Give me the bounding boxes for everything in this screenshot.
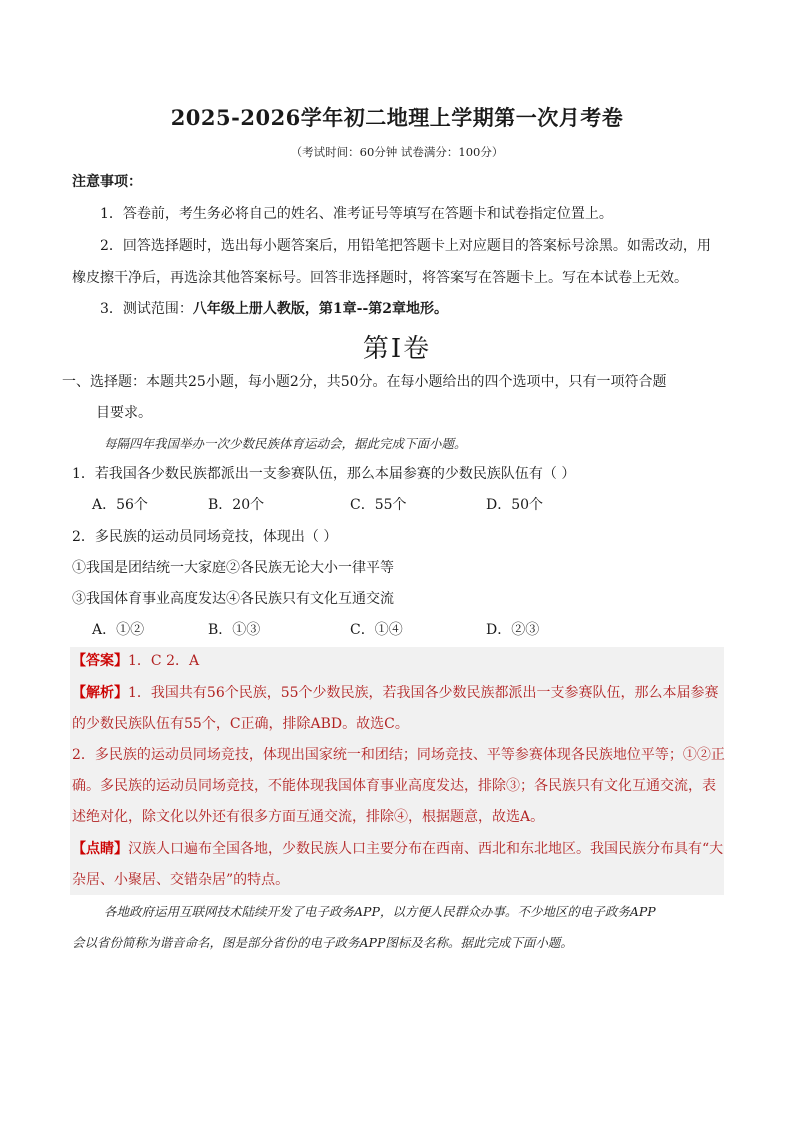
tip-text-line2: 杂居、小聚居、交错杂居”的特点。 — [72, 872, 290, 888]
group2-intro-line1: 各地政府运用互联网技术陆续开发了电子政务APP，以方便人民群众办事。不少地区的电子政务APP — [104, 904, 656, 919]
q2-statement-1: ①我国是团结统一大家庭②各民族无论大小一律平等 — [72, 560, 394, 576]
section1-line2: 目要求。 — [96, 405, 152, 421]
analysis-q1-line2: 的少数民族队伍有55个，C正确，排除ABD。故选C。 — [72, 716, 409, 732]
q2-option-c: C．①④ — [350, 622, 403, 638]
group2-intro-line2: 会以省份简称为谐音命名，图是部分省份的电子政务APP图标及名称。据此完成下面小题。 — [72, 935, 573, 950]
analysis-q2-line2: 确。多民族的运动员同场竞技，不能体现我国体育事业高度发达，排除③；各民族只有文化互通交流，表 — [72, 778, 716, 794]
q1-option-b: B．20个 — [208, 497, 265, 513]
analysis-line1 — [72, 683, 719, 703]
notes-heading: 注意事项： — [72, 174, 142, 190]
notes-item-2-line2: 橡皮擦干净后，再选涂其他答案标号。回答非选择题时，将答案写在答题卡上。写在本试卷上无效。 — [72, 270, 688, 286]
analysis-tag: 【解析】 — [72, 685, 128, 701]
tip-line1 — [72, 839, 723, 859]
notes-item-2-line1: 2．回答选择题时，选出每小题答案后，用铅笔把答题卡上对应题目的答案标号涂黑。如需改动，用 — [100, 238, 711, 254]
tip-text-line1: 汉族人口遍布全国各地，少数民族人口主要分布在西南、西北和东北地区。我国民族分布具有“大 — [128, 841, 724, 857]
q1-option-c: C．55个 — [350, 497, 407, 513]
q2-option-b: B．①③ — [208, 622, 261, 638]
notes-item-3-prefix: 3．测试范围： — [100, 301, 193, 317]
analysis-q2-line3: 述绝对化，除文化以外还有很多方面互通交流，排除④，根据题意，故选A。 — [72, 809, 545, 825]
exam-info: （考试时间：60分钟 试卷满分：100分） — [290, 145, 504, 159]
q2-option-d: D．②③ — [486, 622, 540, 638]
q2-option-a: A．①② — [92, 622, 145, 638]
group1-intro: 每隔四年我国举办一次少数民族体育运动会，据此完成下面小题。 — [104, 436, 467, 451]
volume-heading: 第Ⅰ卷 — [362, 334, 432, 364]
answer-tag: 【答案】 — [72, 653, 128, 669]
section1-line1: 一、选择题：本题共25小题，每小题2分，共50分。在每小题给出的四个选项中，只有一项符合题 — [62, 374, 667, 390]
notes-item-1: 1．答卷前，考生务必将自己的姓名、准考证号等填写在答题卡和试卷指定位置上。 — [100, 206, 613, 222]
q1-option-d: D．50个 — [486, 497, 544, 513]
tip-tag: 【点睛】 — [72, 841, 128, 857]
answer-line — [72, 651, 199, 671]
q2-stem: 2．多民族的运动员同场竞技，体现出（ ） — [72, 529, 338, 545]
analysis-q1-line1: 1．我国共有56个民族，55个少数民族，若我国各少数民族都派出一支参赛队伍，那么本届参赛 — [128, 685, 719, 701]
notes-item-3 — [100, 299, 448, 319]
q2-statement-2: ③我国体育事业高度发达④各民族只有文化互通交流 — [72, 591, 394, 607]
analysis-q2-line1: 2．多民族的运动员同场竞技，体现出国家统一和团结；同场竞技、平等参赛体现各民族地位平等；①②正 — [72, 747, 725, 763]
answer-text: 1．C 2．A — [128, 653, 200, 669]
q1-option-a: A．56个 — [92, 497, 148, 513]
notes-item-3-scope: 八年级上册人教版，第1章--第2章地形。 — [192, 301, 449, 317]
page-title: 2025-2026学年初二地理上学期第一次月考卷 — [170, 105, 624, 130]
q1-stem: 1．若我国各少数民族都派出一支参赛队伍，那么本届参赛的少数民族队伍有（ ） — [72, 466, 576, 482]
